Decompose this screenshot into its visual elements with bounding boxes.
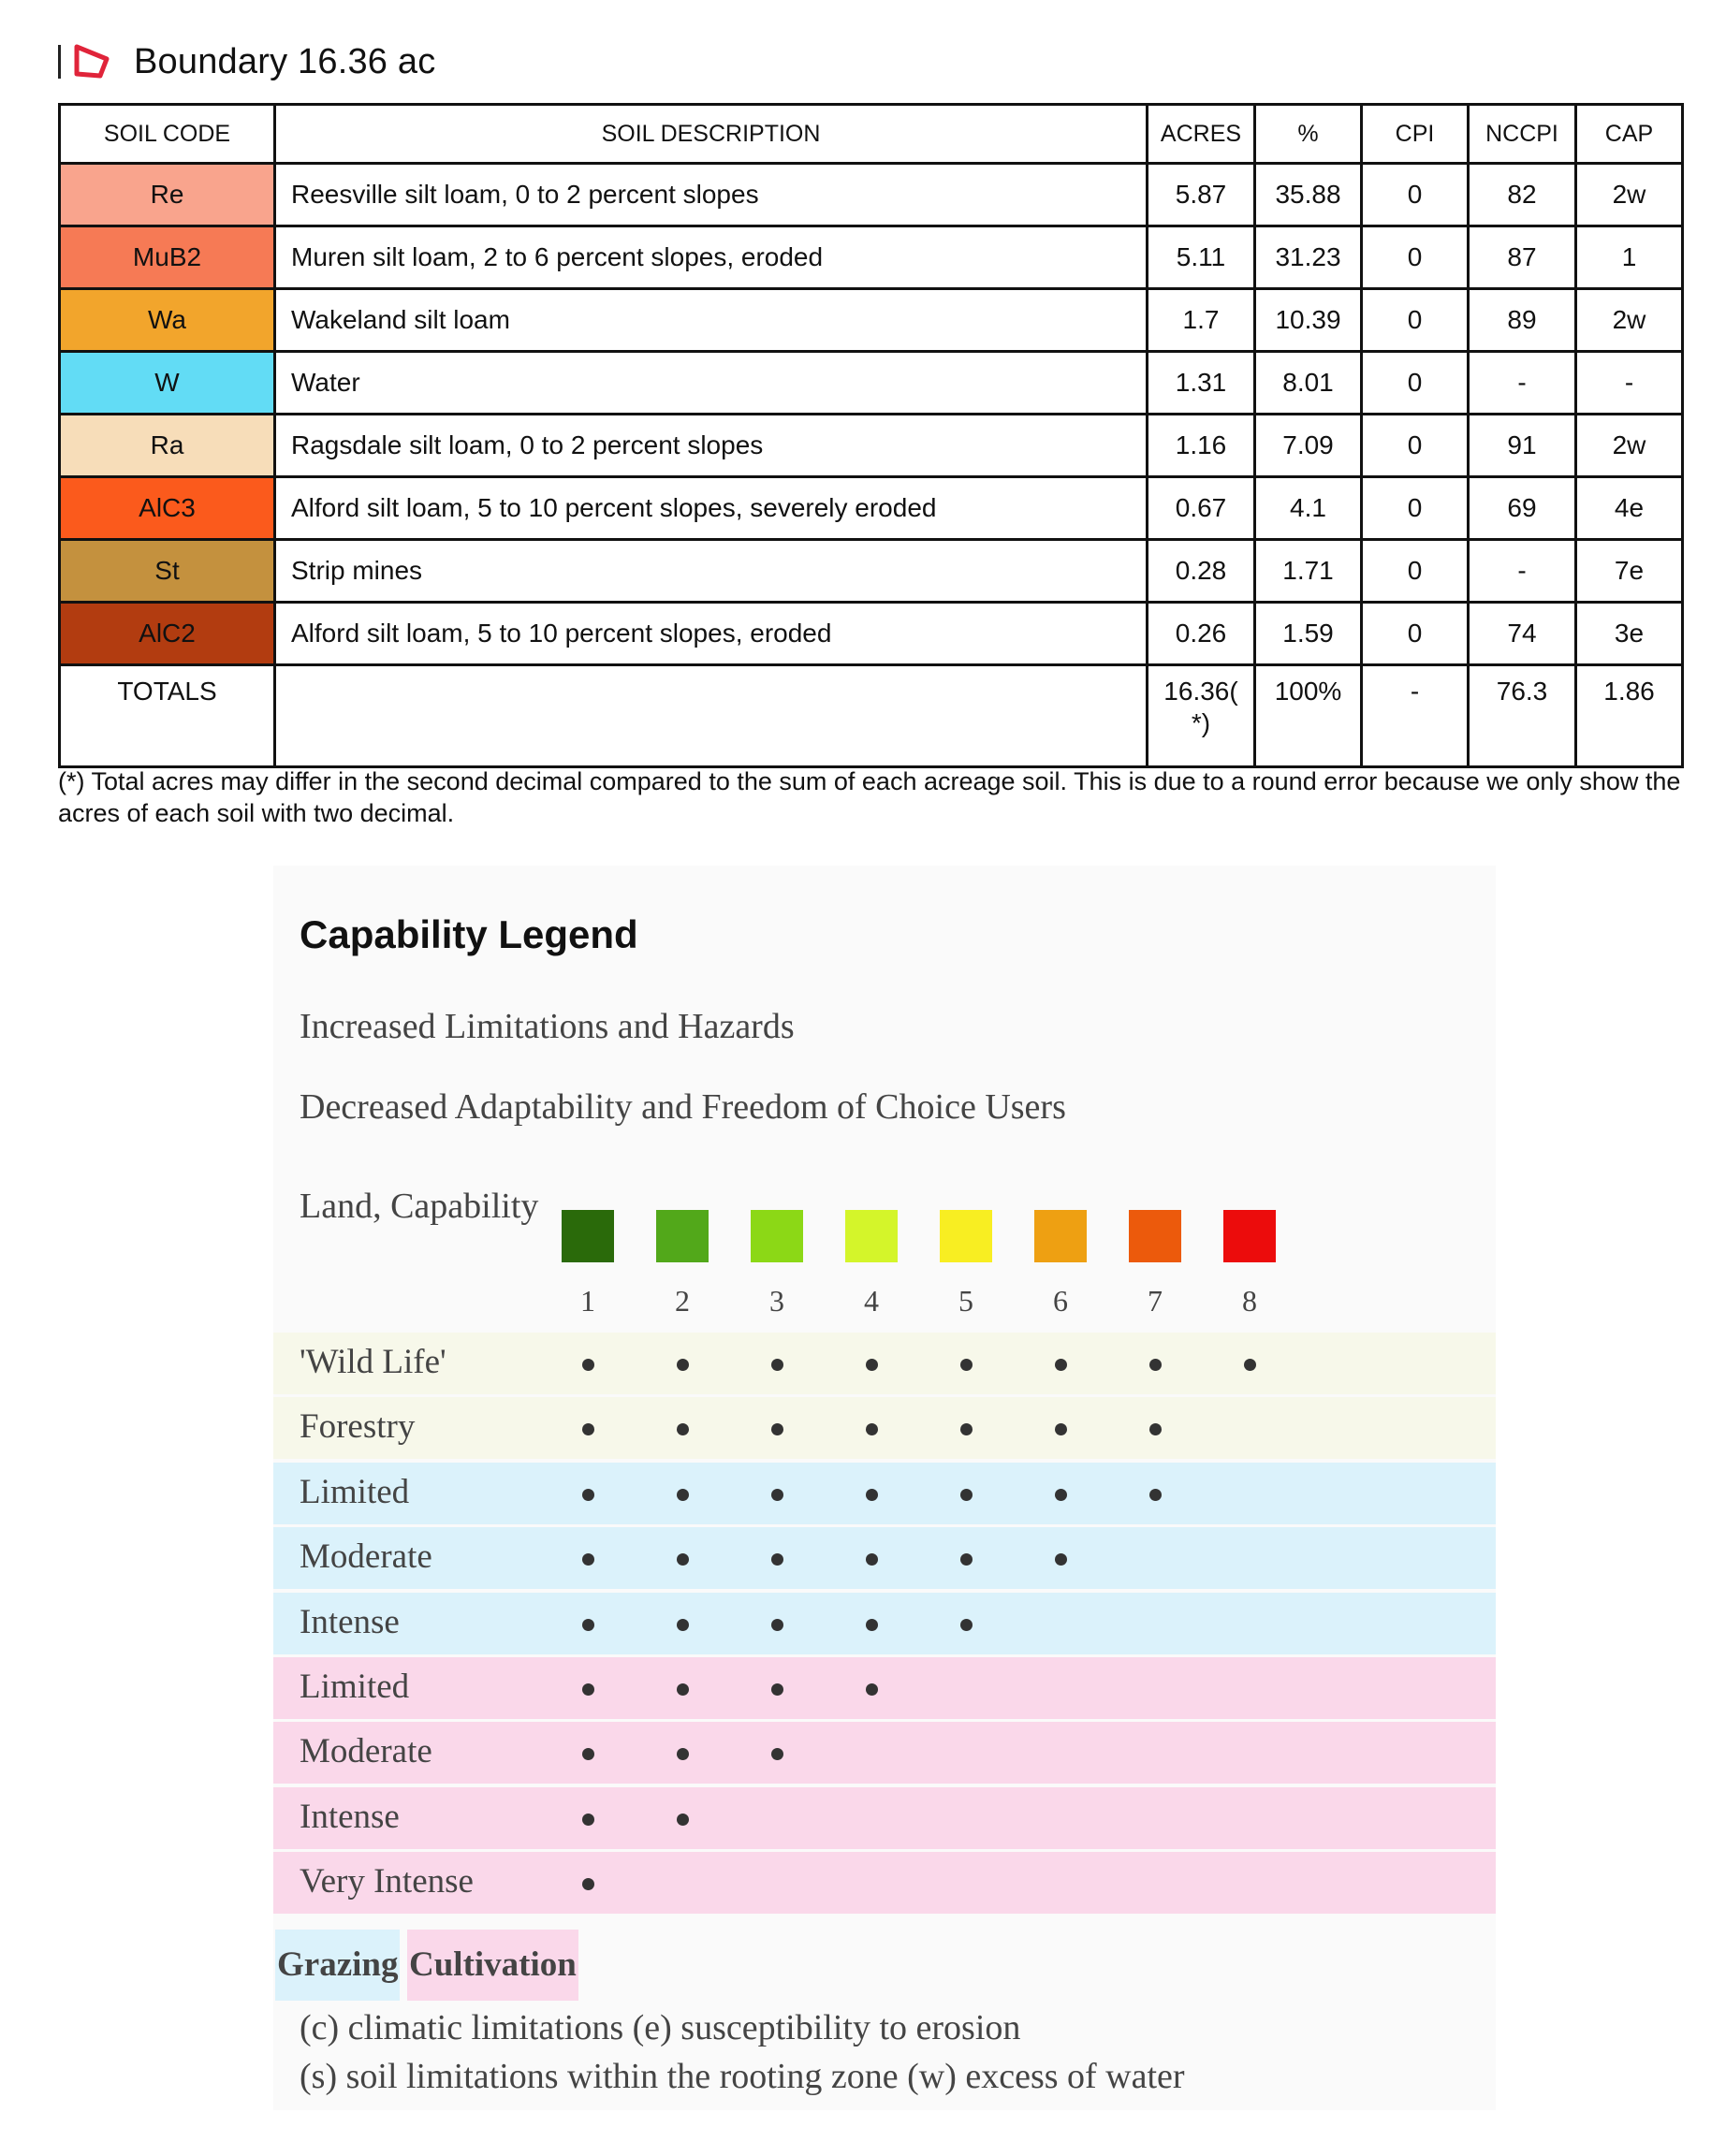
capability-dot	[677, 1814, 689, 1826]
capability-dot	[771, 1683, 783, 1696]
col-header-percent: %	[1255, 105, 1362, 164]
capability-dot	[771, 1423, 783, 1435]
capability-use-label: Very Intense	[300, 1862, 474, 1901]
capability-use-label: Intense	[300, 1602, 400, 1641]
table-row	[60, 226, 1683, 289]
capability-use-row	[273, 1463, 1496, 1524]
capability-dot	[960, 1423, 973, 1435]
boundary-polygon-icon	[72, 43, 113, 80]
capability-dot	[677, 1748, 689, 1760]
capability-use-row	[273, 1787, 1496, 1849]
cpi-cell: 0	[1362, 477, 1469, 540]
legend-note-climatic: (c) climatic limitations (e) susceptibility to erosion	[300, 2008, 1021, 2047]
nccpi-cell: -	[1469, 352, 1576, 415]
cultivation-label: Cultivation	[407, 1930, 578, 2001]
cpi-cell: 0	[1362, 289, 1469, 352]
capability-use-row	[273, 1333, 1496, 1394]
capability-use-row	[273, 1657, 1496, 1719]
cpi-cell: 0	[1362, 540, 1469, 603]
cpi-cell: 0	[1362, 415, 1469, 477]
capability-dot	[582, 1814, 594, 1826]
legend-title: Capability Legend	[300, 912, 638, 956]
boundary-title: Boundary 16.36 ac	[134, 41, 436, 81]
cap-cell: 1	[1576, 226, 1683, 289]
capability-class-number: 4	[864, 1284, 879, 1318]
capability-dot	[960, 1359, 973, 1371]
soil-description-cell: Alford silt loam, 5 to 10 percent slopes, eroded	[275, 603, 1148, 665]
soil-code-cell: Wa	[60, 289, 275, 352]
capability-use-row	[273, 1593, 1496, 1654]
grazing-label: Grazing	[275, 1930, 400, 2001]
soil-description-cell: Wakeland silt loam	[275, 289, 1148, 352]
capability-dot	[771, 1748, 783, 1760]
capability-dot	[960, 1553, 973, 1566]
capability-dot	[582, 1359, 594, 1371]
nccpi-cell: -	[1469, 540, 1576, 603]
capability-dot	[960, 1619, 973, 1631]
cap-cell: 4e	[1576, 477, 1683, 540]
capability-class-number: 5	[958, 1284, 973, 1318]
capability-dot	[677, 1359, 689, 1371]
cap-cell: 2w	[1576, 415, 1683, 477]
capability-dot	[582, 1423, 594, 1435]
col-header-nccpi: NCCPI	[1469, 105, 1576, 164]
cap-cell: 7e	[1576, 540, 1683, 603]
totals-cpi: -	[1362, 665, 1469, 767]
soil-code-cell: St	[60, 540, 275, 603]
capability-dot	[866, 1423, 878, 1435]
capability-class-swatch	[562, 1210, 614, 1262]
col-header-cap: CAP	[1576, 105, 1683, 164]
capability-use-label: Forestry	[300, 1407, 416, 1447]
legend-limitations-text: Increased Limitations and Hazards	[300, 1007, 795, 1046]
totals-nccpi: 76.3	[1469, 665, 1576, 767]
percent-cell: 1.59	[1255, 603, 1362, 665]
col-header-soil-code: SOIL CODE	[60, 105, 275, 164]
capability-class-number: 6	[1053, 1284, 1068, 1318]
capability-dot	[582, 1619, 594, 1631]
capability-use-row	[273, 1722, 1496, 1784]
cpi-cell: 0	[1362, 603, 1469, 665]
capability-dot	[866, 1489, 878, 1501]
soil-code-cell: Re	[60, 164, 275, 226]
capability-dot	[1149, 1359, 1162, 1371]
capability-dot	[582, 1683, 594, 1696]
cap-cell: 2w	[1576, 164, 1683, 226]
capability-dot	[677, 1683, 689, 1696]
capability-use-label: Limited	[300, 1472, 410, 1511]
capability-class-number: 8	[1242, 1284, 1257, 1318]
capability-use-label: 'Wild Life'	[300, 1343, 446, 1381]
cap-cell: 3e	[1576, 603, 1683, 665]
table-row	[60, 289, 1683, 352]
percent-cell: 10.39	[1255, 289, 1362, 352]
capability-dot	[677, 1553, 689, 1566]
capability-class-number: 7	[1148, 1284, 1163, 1318]
soil-description-cell: Reesville silt loam, 0 to 2 percent slopes	[275, 164, 1148, 226]
nccpi-cell: 82	[1469, 164, 1576, 226]
capability-use-label: Limited	[300, 1668, 410, 1706]
capability-dot	[677, 1619, 689, 1631]
capability-use-label: Intense	[300, 1797, 400, 1836]
capability-use-label: Moderate	[300, 1537, 432, 1577]
table-row	[60, 477, 1683, 540]
capability-dot	[582, 1553, 594, 1566]
soil-description-cell: Muren silt loam, 2 to 6 percent slopes, eroded	[275, 226, 1148, 289]
capability-dot	[677, 1489, 689, 1501]
capability-dot	[1055, 1489, 1067, 1501]
totals-percent: 100%	[1255, 665, 1362, 767]
capability-class-swatch	[1129, 1210, 1181, 1262]
acres-cell: 1.7	[1148, 289, 1255, 352]
capability-use-row	[273, 1527, 1496, 1589]
soil-code-cell: MuB2	[60, 226, 275, 289]
percent-cell: 1.71	[1255, 540, 1362, 603]
soil-code-cell: W	[60, 352, 275, 415]
acres-cell: 1.16	[1148, 415, 1255, 477]
capability-class-number: 1	[580, 1284, 595, 1318]
soil-description-cell: Ragsdale silt loam, 0 to 2 percent slopes	[275, 415, 1148, 477]
table-row	[60, 603, 1683, 665]
legend-note-soil: (s) soil limitations within the rooting zone (w) excess of water	[300, 2057, 1185, 2096]
capability-use-row	[273, 1397, 1496, 1459]
cpi-cell: 0	[1362, 352, 1469, 415]
capability-class-swatch	[845, 1210, 898, 1262]
capability-class-number: 3	[769, 1284, 784, 1318]
capability-class-swatch	[1223, 1210, 1276, 1262]
acres-cell: 0.28	[1148, 540, 1255, 603]
acres-cell: 1.31	[1148, 352, 1255, 415]
capability-dot	[582, 1748, 594, 1760]
soil-code-cell: AlC3	[60, 477, 275, 540]
acres-cell: 5.11	[1148, 226, 1255, 289]
footnote: (*) Total acres may differ in the second decimal compared to the sum of each acreage soil. This is due to a round error because we only show the acres of each soil with two decimal.	[58, 767, 1681, 827]
soil-code-cell: AlC2	[60, 603, 275, 665]
cpi-cell: 0	[1362, 164, 1469, 226]
capability-dot	[771, 1553, 783, 1566]
capability-use-label: Moderate	[300, 1732, 432, 1771]
capability-dot	[582, 1489, 594, 1501]
soil-table	[58, 103, 1684, 768]
capability-dot	[1244, 1359, 1256, 1371]
acres-cell: 0.26	[1148, 603, 1255, 665]
capability-legend	[273, 866, 1496, 2110]
percent-cell: 7.09	[1255, 415, 1362, 477]
capability-dot	[866, 1553, 878, 1566]
capability-class-swatch	[940, 1210, 992, 1262]
soil-description-cell: Water	[275, 352, 1148, 415]
table-row	[60, 540, 1683, 603]
capability-dot	[677, 1423, 689, 1435]
nccpi-cell: 69	[1469, 477, 1576, 540]
percent-cell: 8.01	[1255, 352, 1362, 415]
percent-cell: 4.1	[1255, 477, 1362, 540]
land-capability-label: Land, Capability	[300, 1187, 539, 1226]
nccpi-cell: 74	[1469, 603, 1576, 665]
acres-cell: 0.67	[1148, 477, 1255, 540]
table-row	[60, 415, 1683, 477]
totals-row	[60, 665, 1683, 767]
soil-code-cell: Ra	[60, 415, 275, 477]
capability-dot	[771, 1619, 783, 1631]
cap-cell: -	[1576, 352, 1683, 415]
header-divider	[58, 45, 61, 79]
cpi-cell: 0	[1362, 226, 1469, 289]
capability-dot	[1055, 1553, 1067, 1566]
capability-class-number: 2	[675, 1284, 690, 1318]
nccpi-cell: 91	[1469, 415, 1576, 477]
totals-description-cell	[275, 665, 1148, 767]
col-header-acres: ACRES	[1148, 105, 1255, 164]
capability-dot	[1149, 1423, 1162, 1435]
totals-acres: 16.36( *)	[1148, 665, 1255, 767]
capability-class-swatch	[656, 1210, 709, 1262]
boundary-header	[58, 36, 435, 88]
capability-dot	[866, 1619, 878, 1631]
col-header-cpi: CPI	[1362, 105, 1469, 164]
capability-dot	[866, 1359, 878, 1371]
capability-dot	[1055, 1423, 1067, 1435]
cap-cell: 2w	[1576, 289, 1683, 352]
capability-dot	[582, 1878, 594, 1890]
capability-class-swatch	[1034, 1210, 1087, 1262]
capability-dot	[771, 1359, 783, 1371]
legend-adaptability-text: Decreased Adaptability and Freedom of Choice Users	[300, 1087, 1066, 1127]
capability-dot	[771, 1489, 783, 1501]
table-row	[60, 164, 1683, 226]
table-header-row	[60, 105, 1683, 164]
col-header-soil-description: SOIL DESCRIPTION	[275, 105, 1148, 164]
capability-class-swatch	[751, 1210, 803, 1262]
capability-dot	[866, 1683, 878, 1696]
capability-dot	[1149, 1489, 1162, 1501]
soil-description-cell: Strip mines	[275, 540, 1148, 603]
table-row	[60, 352, 1683, 415]
totals-label: TOTALS	[60, 665, 275, 767]
percent-cell: 31.23	[1255, 226, 1362, 289]
capability-dot	[960, 1489, 973, 1501]
soil-description-cell: Alford silt loam, 5 to 10 percent slopes, severely eroded	[275, 477, 1148, 540]
percent-cell: 35.88	[1255, 164, 1362, 226]
nccpi-cell: 89	[1469, 289, 1576, 352]
totals-cap: 1.86	[1576, 665, 1683, 767]
nccpi-cell: 87	[1469, 226, 1576, 289]
acres-cell: 5.87	[1148, 164, 1255, 226]
capability-dot	[1055, 1359, 1067, 1371]
capability-use-row	[273, 1852, 1496, 1914]
